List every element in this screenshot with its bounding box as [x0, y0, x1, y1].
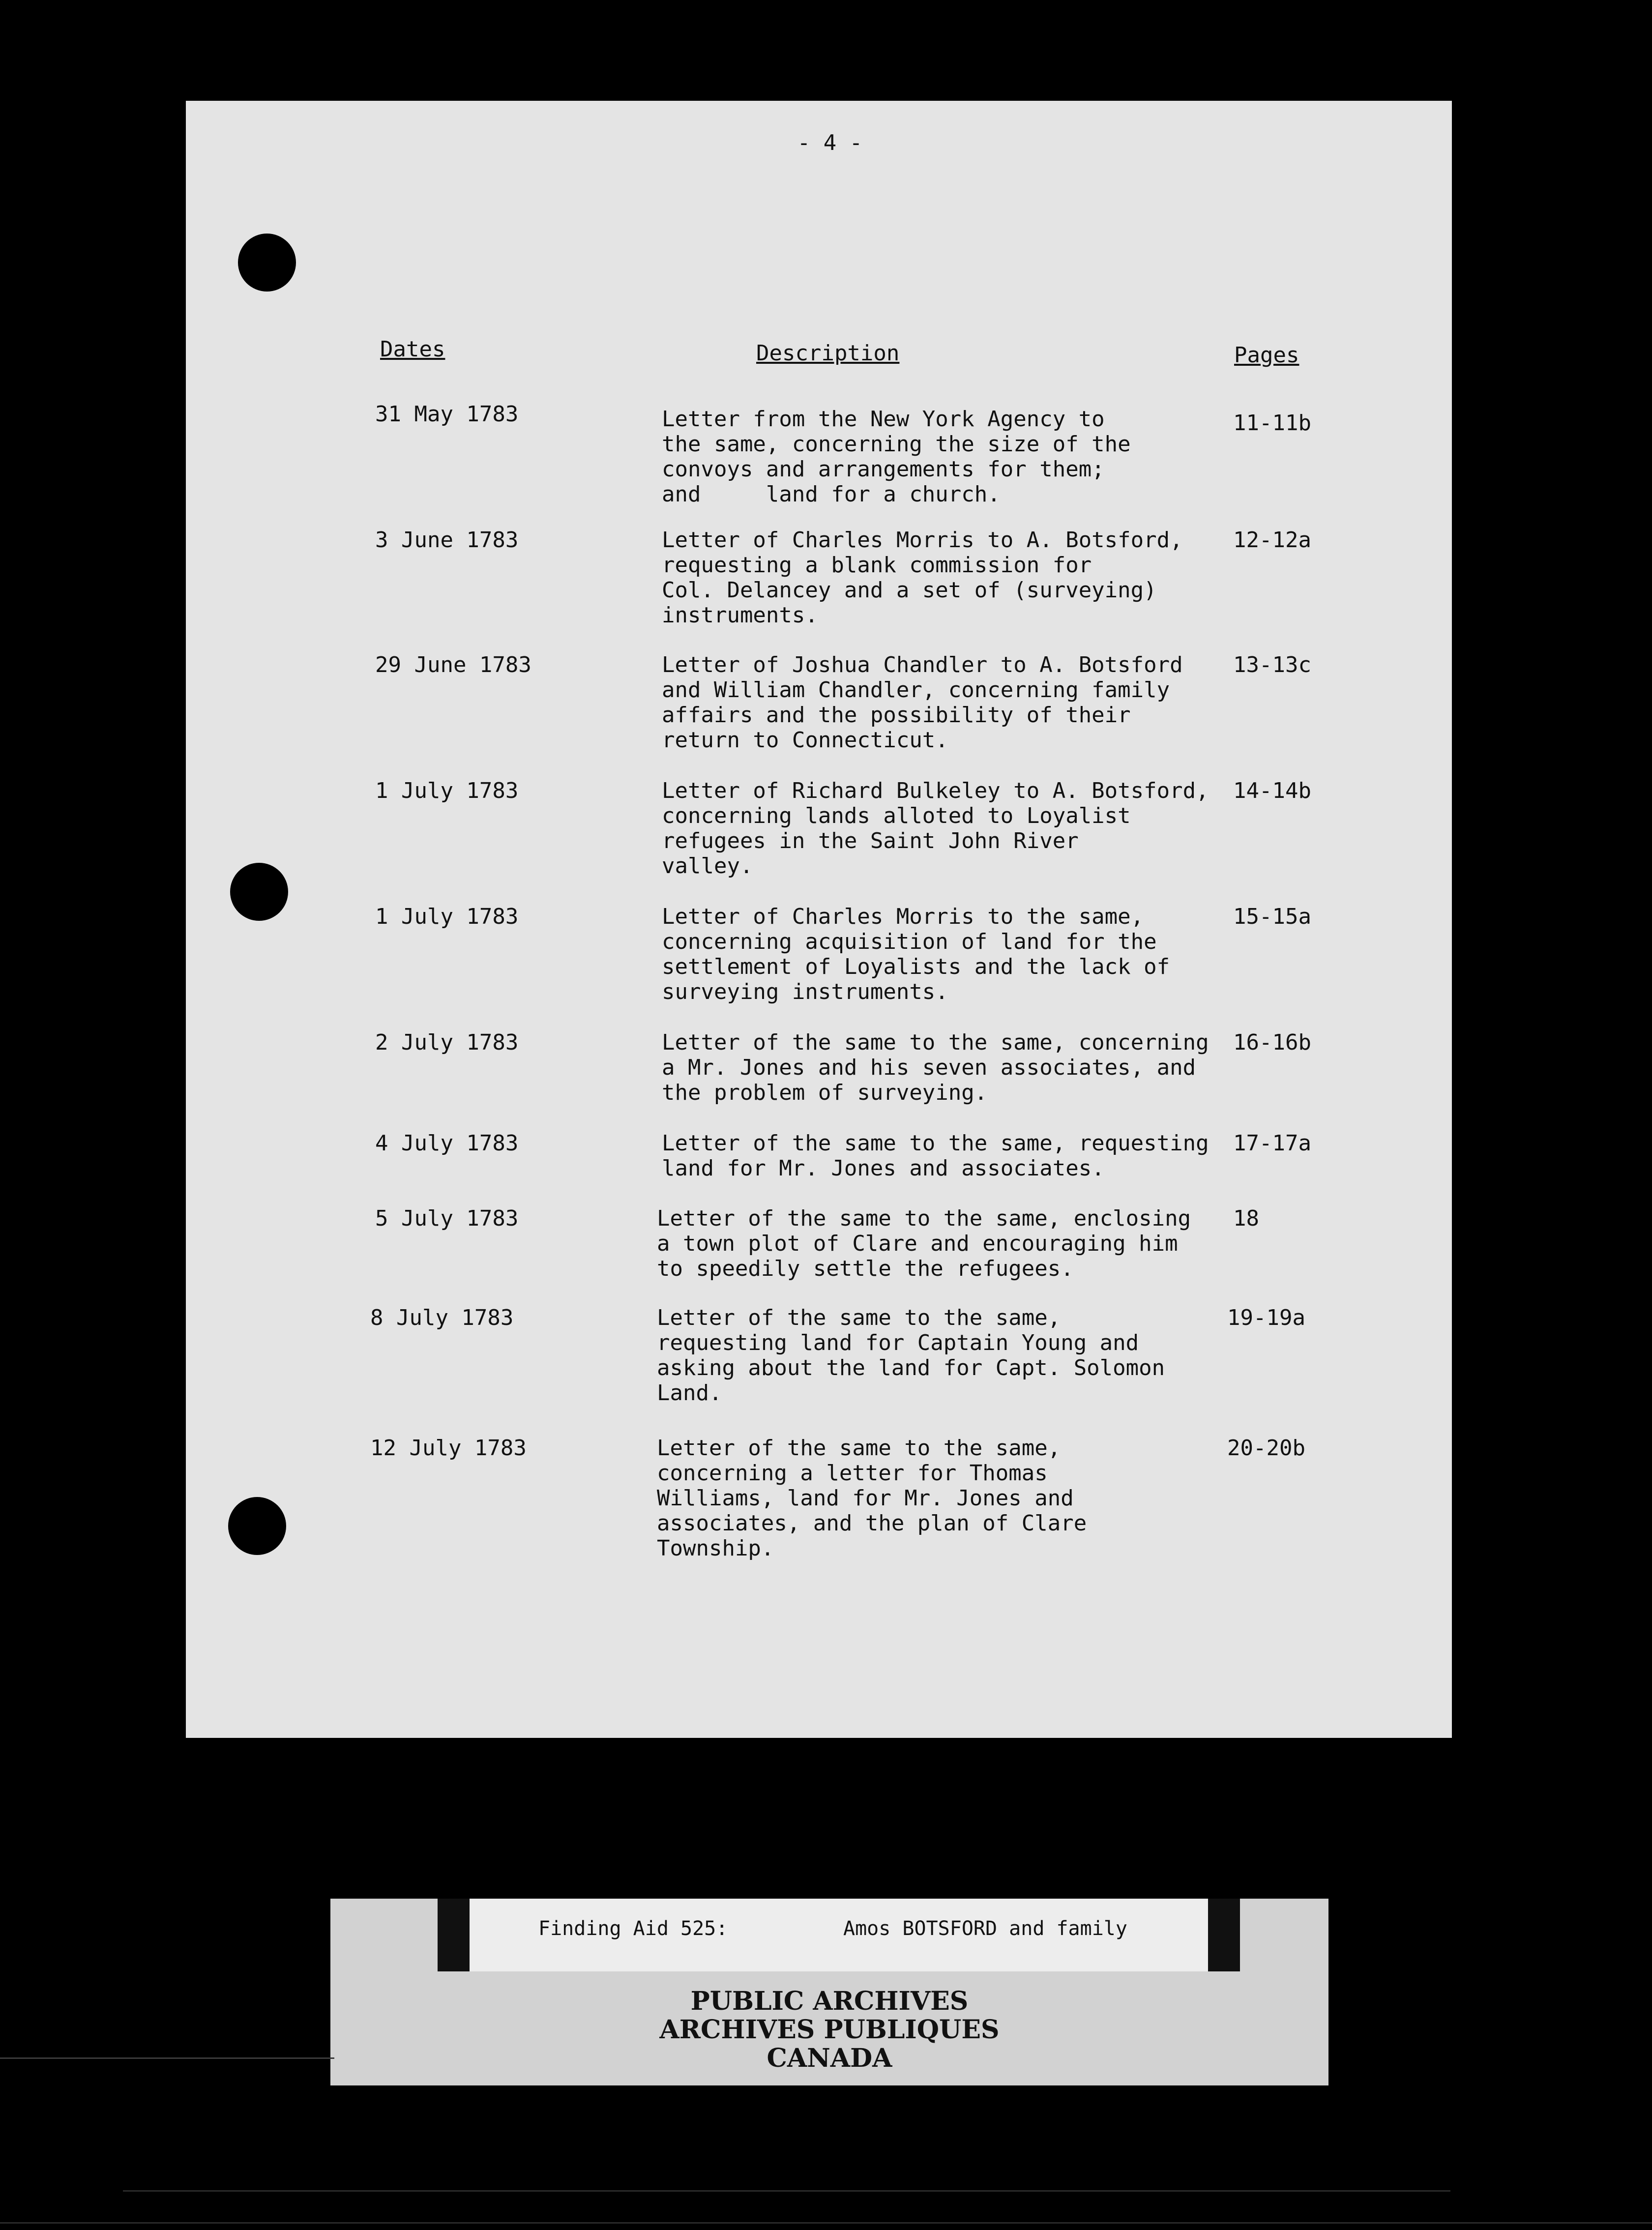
header-pages: Pages: [1234, 343, 1299, 368]
entry-pages: 14-14b: [1233, 778, 1311, 803]
entry-pages: 15-15a: [1233, 904, 1311, 929]
entry-date: 5 July 1783: [375, 1206, 519, 1231]
entry-pages: 11-11b: [1233, 411, 1311, 436]
entry-date: 12 July 1783: [370, 1436, 527, 1461]
entry-date: 1 July 1783: [375, 904, 519, 929]
finding-aid-strip: [470, 1899, 1208, 1971]
archives-line-1: PUBLIC ARCHIVES: [690, 1986, 969, 2016]
entry-description: Letter of the same to the same, requesting land for Mr. Jones and associates.: [662, 1131, 1209, 1181]
entry-pages: 20-20b: [1227, 1436, 1305, 1461]
entry-pages: 13-13c: [1233, 652, 1311, 677]
entry-date: 29 June 1783: [375, 652, 531, 677]
entry-pages: 17-17a: [1233, 1131, 1311, 1156]
scan-artifact-line: [0, 2057, 334, 2059]
entry-description: Letter of the same to the same, enclosing a town plot of Clare and encouraging him to speedily settle the refugees.: [657, 1206, 1191, 1281]
punch-hole-middle: [230, 863, 288, 921]
finding-aid-title: Amos BOTSFORD and family: [843, 1917, 1127, 1940]
entry-description: Letter of Joshua Chandler to A. Botsford and William Chandler, concerning family affairs and the possibility of their return to Connecticut.: [662, 652, 1183, 753]
card-tab-right: [1208, 1899, 1240, 1971]
entry-date: 3 June 1783: [375, 528, 519, 553]
archives-line-2: ARCHIVES PUBLIQUES: [659, 2015, 1000, 2045]
entry-date: 4 July 1783: [375, 1131, 519, 1156]
entry-date: 31 May 1783: [375, 402, 519, 427]
entry-description: Letter of the same to the same, requesting land for Captain Young and asking about the land for Capt. Solomon Land.: [657, 1305, 1165, 1406]
finding-aid-label: Finding Aid 525:: [538, 1917, 728, 1940]
scan-artifact-line: [123, 2190, 1450, 2192]
entry-description: Letter of Charles Morris to A. Botsford, requesting a blank commission for Col. Delancey and a set of (surveying) instruments.: [662, 528, 1183, 628]
archive-label-card: [330, 1899, 1328, 2085]
document-page: [186, 101, 1452, 1738]
entry-date: 2 July 1783: [375, 1030, 519, 1055]
entry-description: Letter of Richard Bulkeley to A. Botsford, concerning lands alloted to Loyalist refugees in the Saint John River valley.: [662, 778, 1209, 879]
entry-pages: 18: [1233, 1206, 1259, 1231]
archives-line-3: CANADA: [767, 2043, 892, 2073]
entry-description: Letter from the New York Agency to the same, concerning the size of the convoys and arrangements for them; and land for a church.: [662, 407, 1131, 507]
entry-date: 1 July 1783: [375, 778, 519, 803]
scan-artifact-line: [0, 2222, 1652, 2224]
entry-pages: 12-12a: [1233, 528, 1311, 553]
entry-description: Letter of the same to the same, concerning a letter for Thomas Williams, land for Mr. Jones and associates, and the plan of Clare Township.: [657, 1436, 1087, 1561]
punch-hole-bottom: [228, 1497, 286, 1555]
entry-description: Letter of the same to the same, concerning a Mr. Jones and his seven associates, and the problem of surveying.: [662, 1030, 1209, 1105]
entry-date: 8 July 1783: [370, 1305, 514, 1330]
header-description: Description: [756, 341, 900, 366]
entry-description: Letter of Charles Morris to the same, concerning acquisition of land for the settlement of Loyalists and the lack of surveying instruments.: [662, 904, 1170, 1004]
punch-hole-top: [238, 234, 296, 292]
entry-pages: 16-16b: [1233, 1030, 1311, 1055]
page-number: - 4 -: [797, 130, 863, 155]
entry-pages: 19-19a: [1227, 1305, 1305, 1330]
card-tab-left: [438, 1899, 470, 1971]
header-dates: Dates: [380, 337, 445, 362]
archives-stamp: [330, 1987, 1328, 2073]
